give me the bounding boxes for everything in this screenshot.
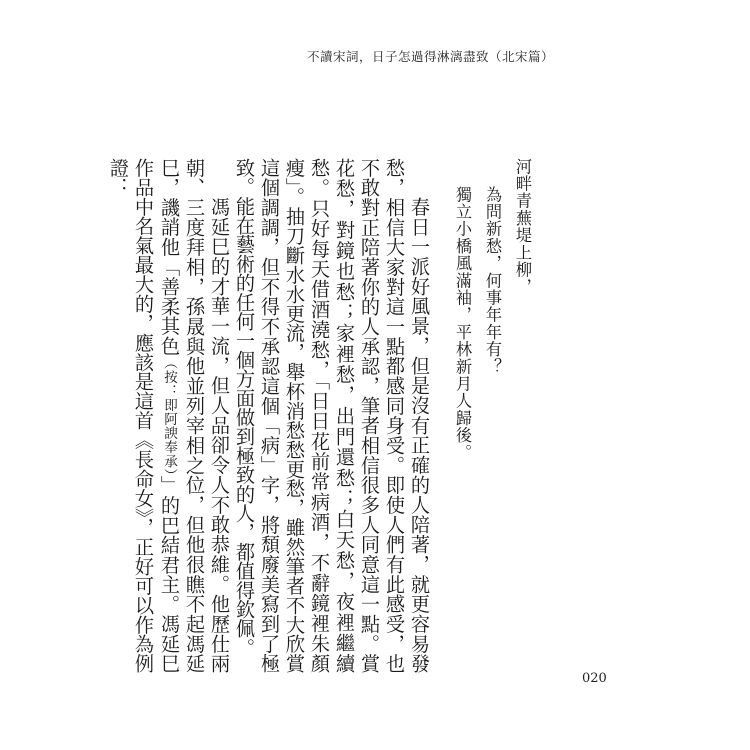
body-paragraph-1: [232, 158, 432, 673]
poem-excerpt: [450, 158, 534, 673]
paragraph-2-annotation: （按：即阿諛奉承）: [161, 355, 177, 476]
page-number: 020: [582, 671, 607, 686]
vertical-text-block: [106, 158, 534, 673]
paragraph-2-text-b: 」的巴結君主。馮延巳作品中名氣最大的，應該是這首《長命女》，正好可以作為例證：: [107, 158, 181, 674]
paragraph-1-text: 春日一派好風景，但是沒有正確的人陪著，就更容易發愁，相信大家對這一點都感同身受。即使人們有此感受，也不敢對正陪著你的人承認，筆者相信很多人同意這一點。賞花愁，對鏡也愁；家裡愁，出門還愁；白天愁，夜裡繼續愁。只好每天借酒澆愁，「日日花前常病酒，不辭鏡裡朱顏瘦」。抽刀斷水水更流，舉杯消愁愁更愁，雖然筆者不大欣賞這個調調，但不得不承認這個「病」字，將頹廢美寫到了極致。能在藝術的任何一個方面做到極致的人，都值得欽佩。: [233, 158, 431, 673]
poem-line-2: 為問新愁，何事年年有？: [483, 186, 502, 376]
paragraph-2-text-a: 馮延巳的才華一流，但人品卻令人不敢恭維。他歷仕兩朝、三度拜相，孫晟與他並列宰相之位，但他很瞧不起馮延巳，譏誚他「善柔其色: [158, 158, 231, 673]
poem-line-3: 獨立小橋風滿袖，平林新月人歸後。: [453, 186, 472, 462]
running-header: 不讀宋詞，日子怎過得淋漓盡致（北宋篇）: [306, 49, 554, 64]
poem-body-gap: [432, 158, 444, 673]
body-paragraph-2: [106, 158, 232, 673]
poem-line-1: 河畔青蕪堤上柳，: [513, 158, 532, 296]
